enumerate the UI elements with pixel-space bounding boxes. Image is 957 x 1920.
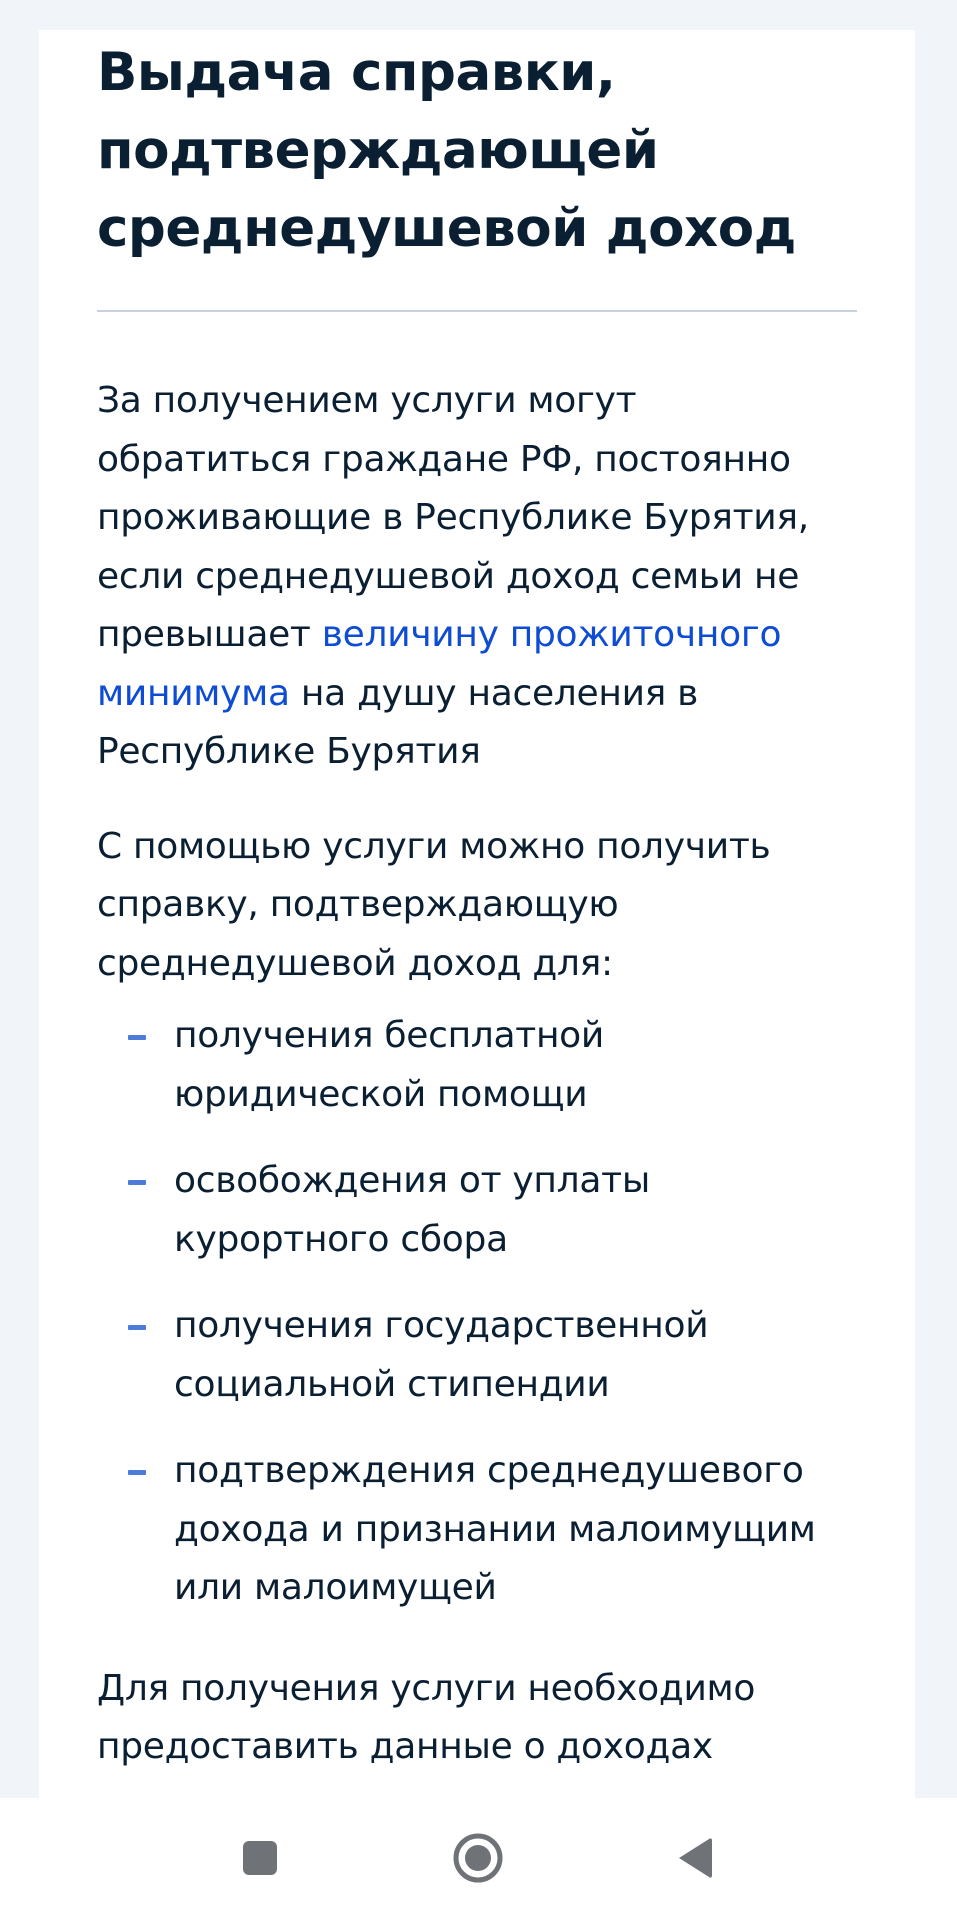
list-item [97,1297,857,1414]
list-item-text: получения бесплатной юридической помощи [174,1015,605,1115]
list-item [97,1152,857,1269]
circle-home-icon [452,1832,504,1884]
android-navigation-bar [0,1798,957,1920]
intro-text-end: на душу населения в Республике Бурятия [97,672,699,772]
page-title: Выдача справки, подтверждающей среднедушевой доход [97,42,796,259]
purpose-list [97,1007,857,1618]
list-item-text: освобождения от уплаты курортного сбора [174,1160,650,1260]
home-button[interactable] [448,1828,508,1888]
requirements-paragraph: Для получения услуги необходимо предоставить данные о доходах [97,1667,756,1767]
square-recents-icon [242,1840,278,1876]
triangle-back-icon [675,1836,715,1880]
subsistence-minimum-link[interactable]: величину прожиточного минимума [97,614,782,714]
intro-text-start: За получением услуги могут обратиться граждане РФ, постоянно проживающие в Республике Бурятия, если среднедушевой доход семьи не превышает [97,380,809,655]
service-card [39,30,915,1798]
back-button[interactable] [665,1828,725,1888]
dash-bullet-icon [128,1035,146,1040]
list-item-text: получения государственной социальной стипендии [174,1305,709,1405]
dash-bullet-icon [128,1470,146,1475]
dash-bullet-icon [128,1180,146,1185]
intro-paragraph [97,372,857,782]
list-item [97,1007,857,1124]
list-item-text: подтверждения среднедушевого дохода и признании малоимущим или малоимущей [174,1450,816,1608]
title-divider [97,310,857,312]
dash-bullet-icon [128,1325,146,1330]
recents-button[interactable] [230,1828,290,1888]
purpose-lead: С помощью услуги можно получить справку, подтверждающую среднедушевой доход для: [97,825,771,984]
list-item [97,1442,857,1618]
